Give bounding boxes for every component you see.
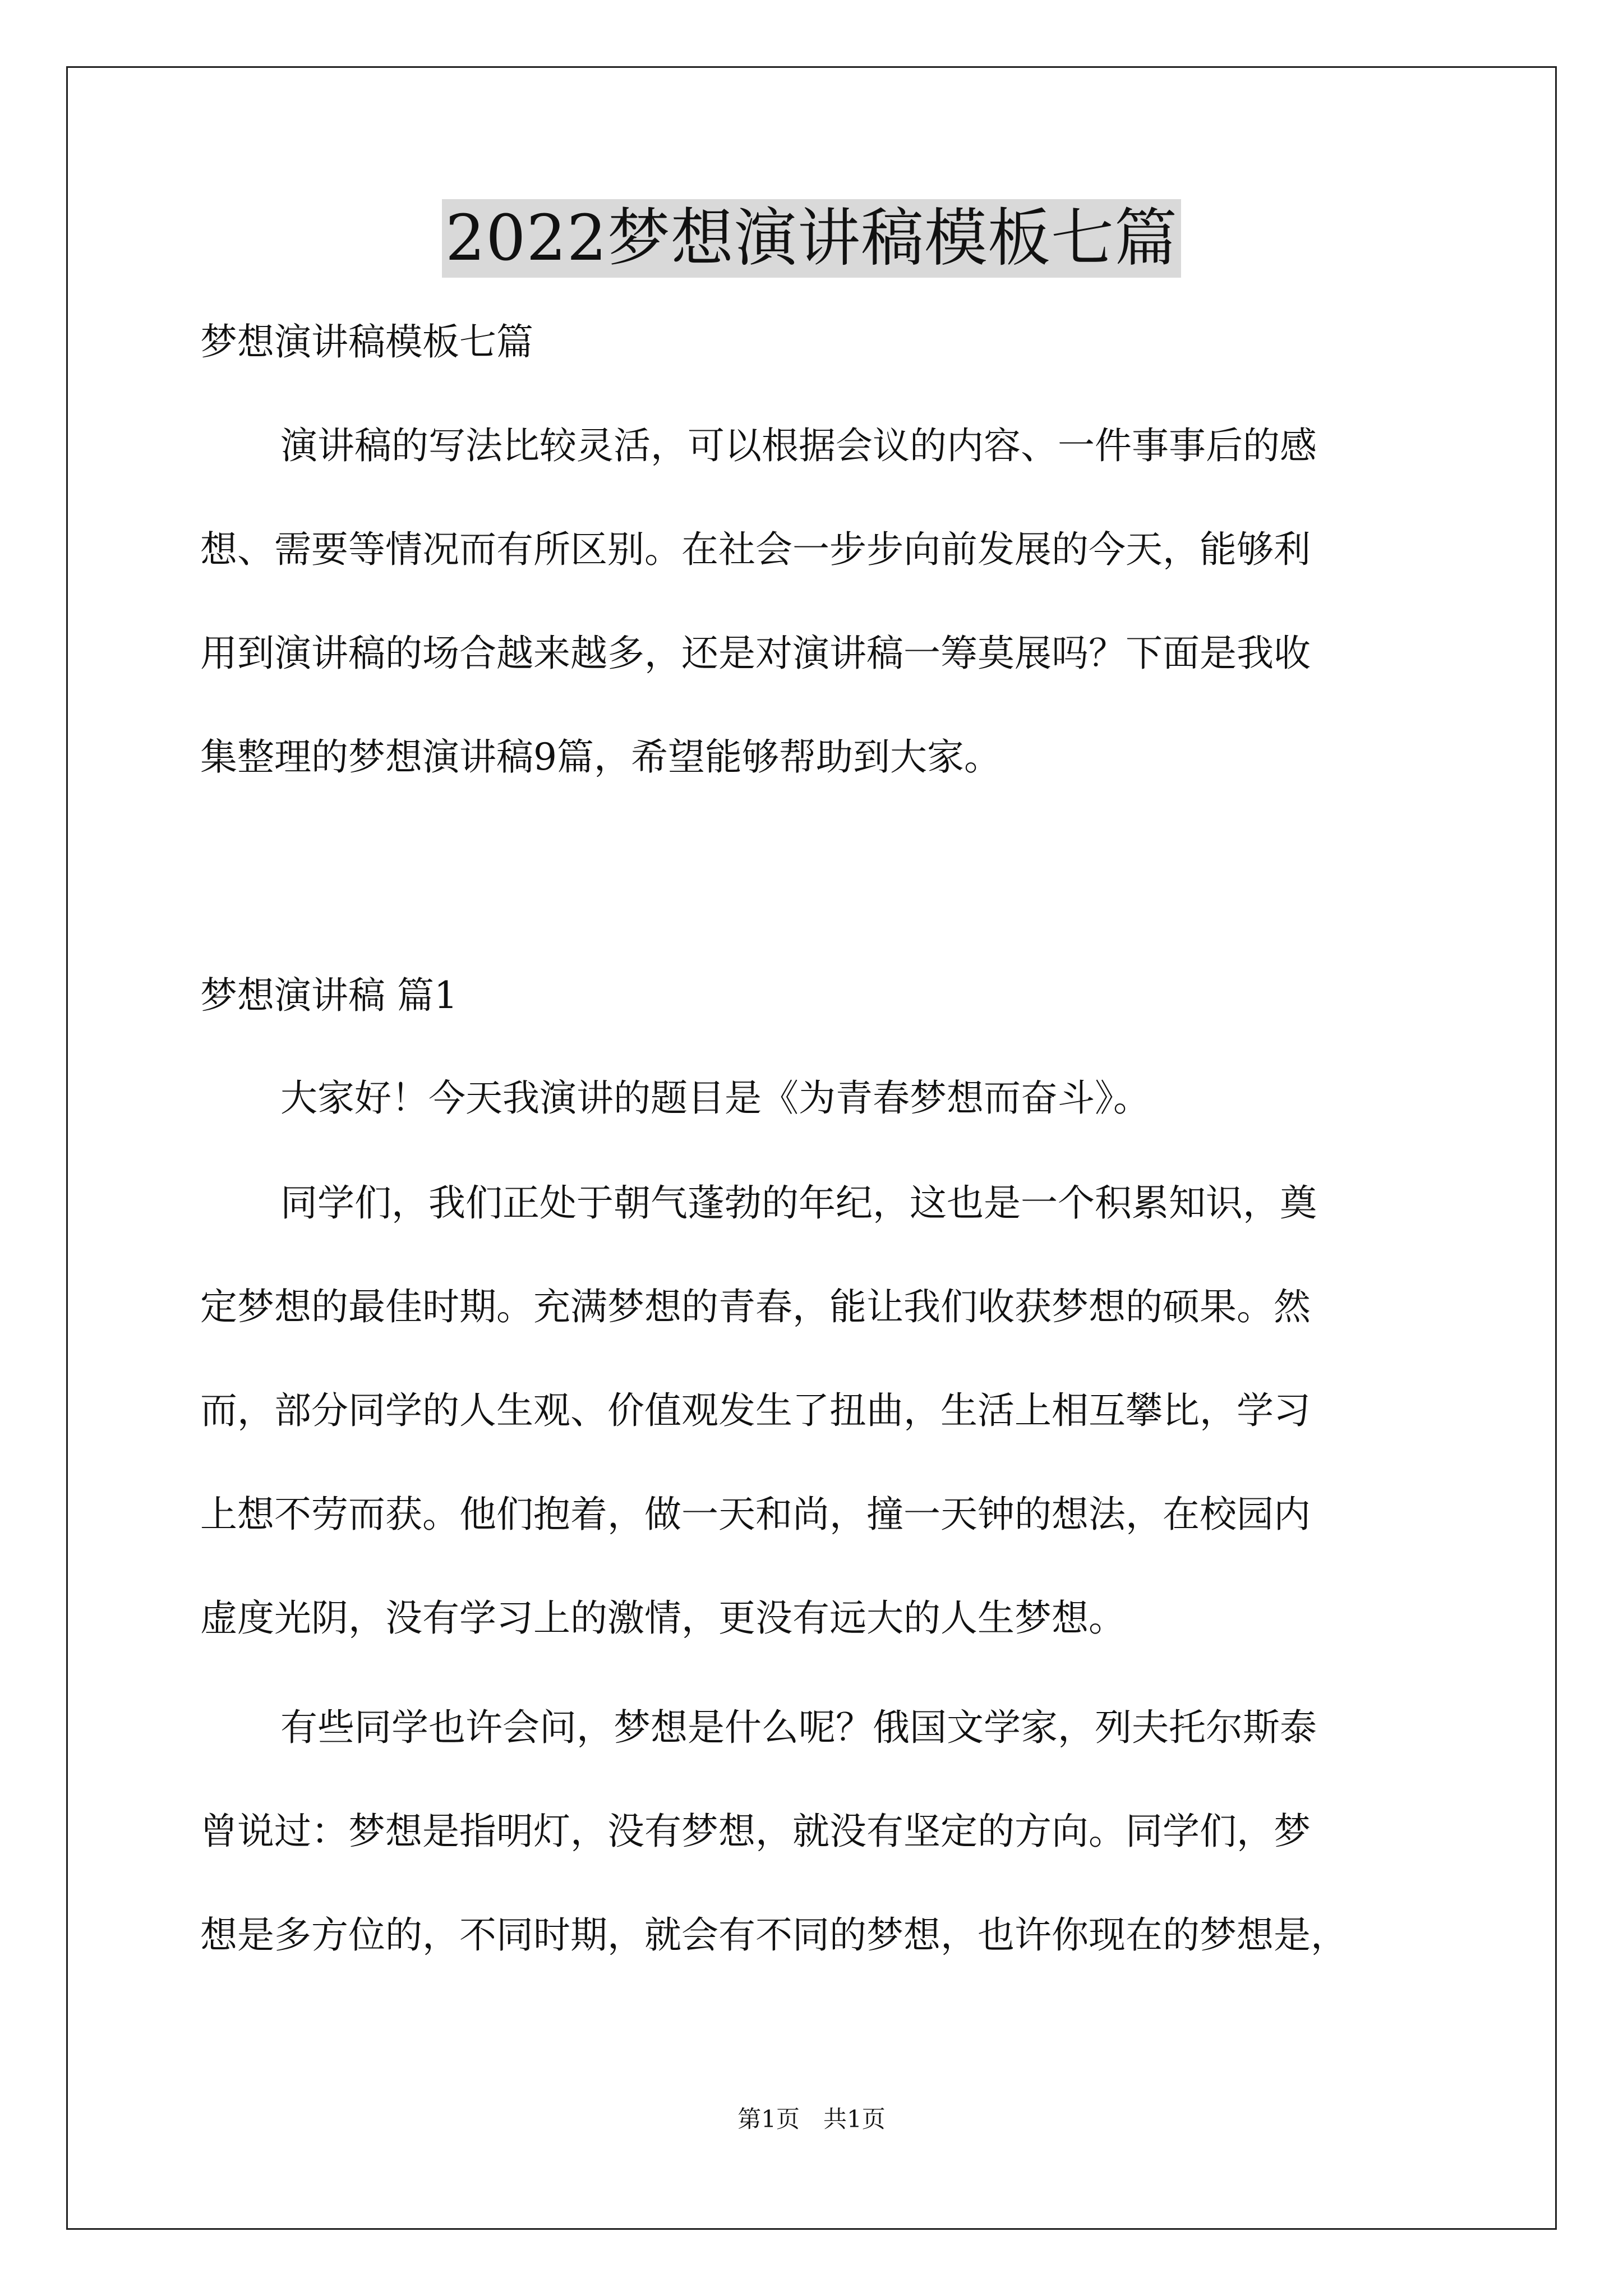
title-container: [0, 199, 1623, 278]
paragraph-line: 有些同学也许会问，梦想是什么呢？俄国文学家，列夫托尔斯泰: [280, 1706, 1317, 1749]
intro-line: 用到演讲稿的场合越来越多，还是对演讲稿一筹莫展吗？下面是我收: [200, 632, 1311, 675]
intro-line: 演讲稿的写法比较灵活，可以根据会议的内容、一件事事后的感: [280, 424, 1317, 467]
paragraph-line: 想是多方位的，不同时期，就会有不同的梦想，也许你现在的梦想是，: [200, 1913, 1348, 1957]
paragraph-line: 曾说过：梦想是指明灯，没有梦想，就没有坚定的方向。同学们，梦: [200, 1810, 1311, 1853]
document-title: 2022梦想演讲稿模板七篇: [442, 199, 1181, 278]
paragraph-line: 同学们，我们正处于朝气蓬勃的年纪，这也是一个积累知识，奠: [280, 1181, 1317, 1225]
paragraph-line: 虚度光阴，没有学习上的激情，更没有远大的人生梦想。: [200, 1596, 1126, 1640]
paragraph-line: 大家好！今天我演讲的题目是《为青春梦想而奋斗》。: [280, 1076, 1150, 1120]
document-subtitle: 梦想演讲稿模板七篇: [200, 320, 533, 364]
page-footer: 第1页 共1页: [737, 2105, 886, 2133]
paragraph-line: 上想不劳而获。他们抱着，做一天和尚，撞一天钟的想法，在校园内: [200, 1493, 1311, 1536]
intro-line: 想、需要等情况而有所区别。在社会一步步向前发展的今天，能够利: [200, 528, 1311, 571]
paragraph-line: 定梦想的最佳时期。充满梦想的青春，能让我们收获梦想的硕果。然: [200, 1285, 1311, 1328]
paragraph-line: 而，部分同学的人生观、价值观发生了扭曲，生活上相互攀比，学习: [200, 1389, 1311, 1432]
section-heading: 梦想演讲稿 篇1: [200, 974, 458, 1017]
page-border: [66, 66, 1557, 2230]
intro-line: 集整理的梦想演讲稿9篇，希望能够帮助到大家。: [200, 735, 1001, 779]
